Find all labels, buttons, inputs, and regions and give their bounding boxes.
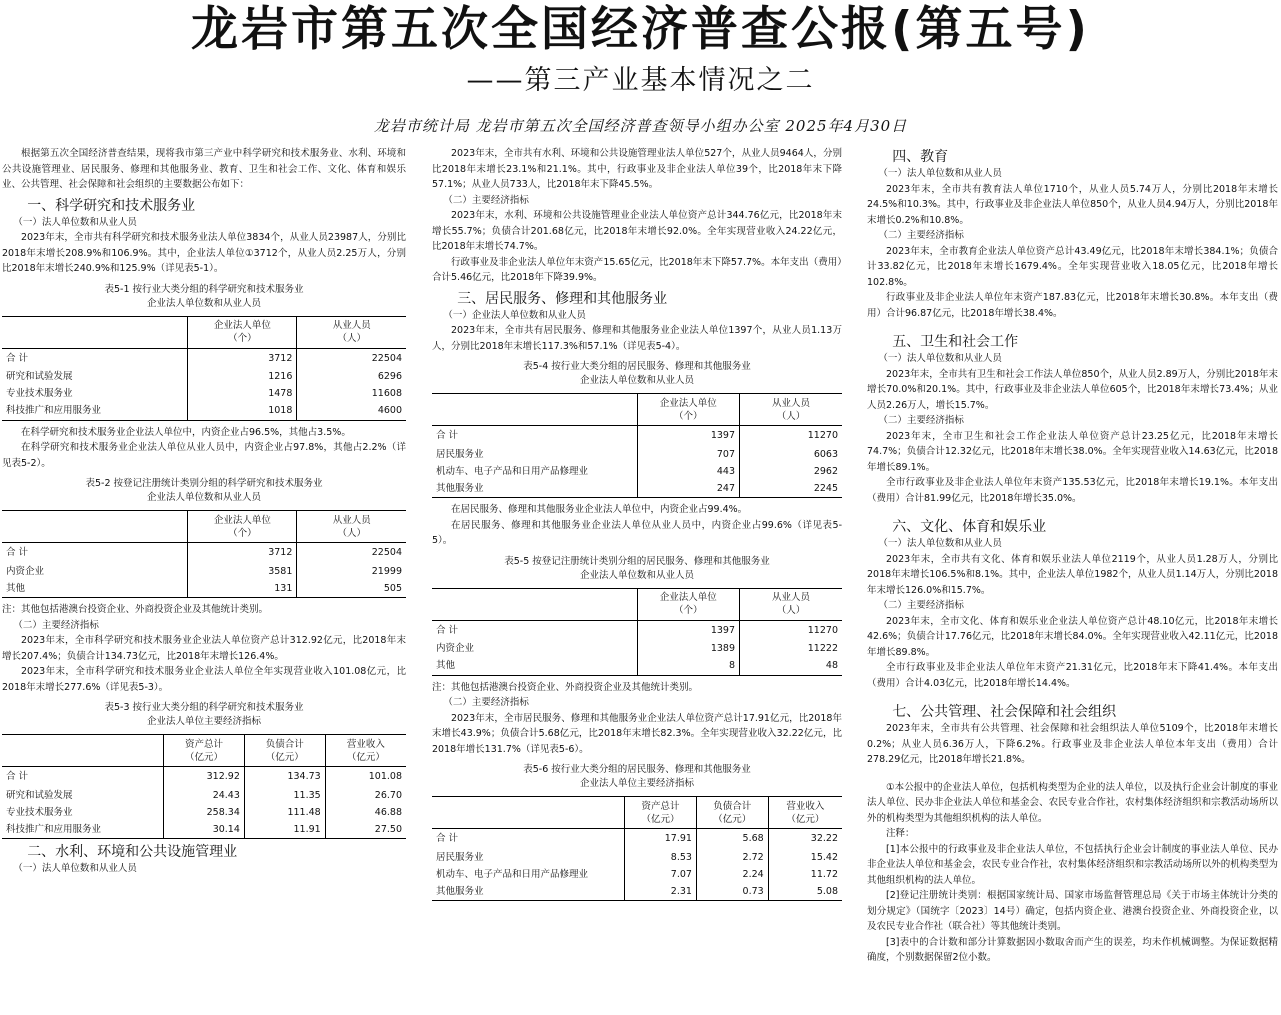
table-cell: 247	[637, 480, 740, 498]
table-row	[432, 620, 842, 641]
table-cell: 1478	[188, 386, 297, 403]
table-header-cell: 企业法人单位 （个）	[637, 588, 740, 620]
table-cell: 合 计	[6, 352, 29, 364]
table-cell: 其他	[6, 582, 26, 594]
table-5-5-caption: 表5-5 按登记注册统计类别分组的居民服务、修理和其他服务业 企业法人单位数和从业人员	[504, 555, 770, 581]
table-cell: 8.53	[625, 849, 697, 866]
table-5-5	[432, 588, 842, 676]
paragraph: 在居民服务、修理和其他服务业企业法人单位从业人员中，内资企业占99.6%（详见表5-5）。	[432, 519, 842, 546]
table-header-cell: 资产总计 （亿元）	[625, 797, 697, 829]
paragraph: 2023年末，水利、环境和公共设施管理业企业法人单位资产总计344.76亿元，比2018年末增长55.7%；负债合计201.68亿元，比2018年末增长92.0%。全年实现营业收入24.22亿元，比2018年末增长74.7%。	[432, 210, 842, 252]
table-cell: 48	[740, 658, 843, 676]
paragraph: 行政事业及非企业法人单位年末资产15.65亿元，比2018年末下降57.7%。本年支出（费用）合计5.46亿元，比2018年下降39.9%。	[432, 256, 842, 283]
table-header-cell: 营业收入 （亿元）	[325, 735, 406, 767]
table-cell: 2245	[740, 480, 843, 498]
table-cell: 15.42	[768, 849, 842, 866]
section-2-title: 二、水利、环境和公共设施管理业	[27, 844, 238, 860]
table-header-cell	[2, 511, 188, 543]
table-cell: 研究和试验发展	[6, 371, 73, 383]
table-cell: 11270	[740, 620, 843, 641]
table-cell: 其他	[436, 660, 456, 672]
paragraph: 2023年末，全市共有水利、环境和公共设施管理业法人单位527个，从业人员9464人，分别比2018年末增长23.1%和21.1%。其中，行政事业及非企业法人单位39个，比2018年末下降57.1%；从业人员733人，比2018年末下降45.5%。	[432, 148, 842, 190]
table-cell: 1389	[637, 641, 740, 658]
table-cell: 内资企业	[436, 643, 475, 655]
table-header-cell	[432, 797, 625, 829]
table-cell: 其他服务业	[436, 885, 484, 897]
paragraph: 全市行政事业及非企业法人单位年末资产21.31亿元，比2018年末下降41.4%。本年支出（费用）合计4.03亿元，比2018年增长14.4%。	[867, 662, 1278, 689]
table-header-cell: 从业人员 （人）	[740, 394, 843, 426]
section-3-title: 三、居民服务、修理和其他服务业	[457, 290, 668, 307]
paragraph: 2023年末，全市共有公共管理、社会保障和社会组织法人单位5109个，比2018年末增长0.2%；从业人员6.36万人，下降6.2%。行政事业及非企业法人单位本年支出（费用）合计278.29亿元，比2018年增长21.8%。	[867, 723, 1278, 765]
table-cell: 8	[637, 658, 740, 676]
paragraph: 2023年末，全市共有居民服务、修理和其他服务业企业法人单位1397个，从业人员1.13万人，分别比2018年末增长117.3%和57.1%（详见表5-4）。	[432, 325, 842, 352]
table-cell: 居民服务业	[436, 448, 484, 460]
subheading: （二）主要经济指标	[443, 697, 529, 708]
table-cell: 机动车、电子产品和日用产品修理业	[436, 868, 589, 880]
footnote-2: [1]本公报中的行政事业及非企业法人单位，不包括执行企业会计制度的事业法人单位、民办非企业法人单位和基金会，农民专业合作社，农村集体经济组织和宗教活动场所以外的机构类型为其他组织机构的法人单位。	[867, 843, 1278, 886]
table-header-cell	[432, 588, 637, 620]
paragraph: 2023年末，全市共有文化、体育和娱乐业法人单位2119个，从业人员1.28万人，分别比2018年末增长106.5%和8.1%。其中，企业法人单位1982个，从业人员1.14万人，分别比2018年末增长126.0%和15.7%。	[867, 553, 1278, 596]
table-cell: 合 计	[6, 771, 29, 783]
paragraph: 2023年末，全市共有卫生和社会工作法人单位850个，从业人员2.89万人，分别比2018年末增长70.0%和20.1%。其中，行政事业及非企业法人单位605个，比2018年末增长73.4%；从业人员2.26万人，增长15.7%。	[867, 368, 1278, 411]
table-note: 注：其他包括港澳台投资企业、外商投资企业及其他统计类别。	[2, 604, 269, 615]
table-cell: 6296	[297, 369, 406, 386]
table-cell: 1018	[188, 403, 297, 421]
table-cell: 312.92	[164, 767, 245, 788]
footnote-4: [3]表中的合计数和部分计算数据因小数取舍而产生的误差，均未作机械调整。为保证数据精确度，个别数据保留2位小数。	[867, 936, 1278, 963]
table-row	[432, 426, 842, 447]
table-5-1-caption: 表5-1 按行业大类分组的科学研究和技术服务业 企业法人单位数和从业人员	[104, 283, 304, 309]
table-row	[432, 866, 842, 883]
table-cell: 5.08	[768, 883, 842, 901]
table-cell: 合 计	[436, 624, 459, 636]
paragraph: 行政事业及非企业法人单位年末资产187.83亿元，比2018年末增长30.8%。本年支出（费用）合计96.87亿元，比2018年增长38.4%。	[867, 292, 1278, 319]
table-header-cell: 负债合计 （亿元）	[244, 735, 325, 767]
table-cell: 17.91	[625, 829, 697, 850]
intro-paragraph: 根据第五次全国经济普查结果，现将我市第三产业中科学研究和技术服务业、水利、环境和公共设施管理业、居民服务、修理和其他服务业、教育、卫生和社会工作、文化、体育和娱乐业、公共管理、社会保障和社会组织的主要数据公布如下：	[2, 148, 406, 190]
paragraph: 在科学研究和技术服务业企业法人单位中，内资企业占96.5%，其他占3.5%。	[21, 426, 351, 438]
table-cell: 11.91	[244, 821, 325, 839]
section-5-title: 五、卫生和社会工作	[892, 334, 1019, 350]
table-cell: 27.50	[325, 821, 406, 839]
table-5-6-caption: 表5-6 按行业大类分组的居民服务、修理和其他服务业 企业法人单位主要经济指标	[523, 764, 751, 789]
subheading: （二）主要经济指标	[878, 600, 964, 611]
table-5-1	[2, 316, 406, 421]
table-cell: 专业技术服务业	[6, 388, 73, 400]
subheading: （二）主要经济指标	[878, 230, 964, 241]
section-7-title: 七、公共管理、社会保障和社会组织	[892, 704, 1117, 720]
table-cell: 4600	[297, 403, 406, 421]
section-4-title: 四、教育	[892, 149, 949, 165]
subheading: （一）法人单位数和从业人员	[878, 353, 1002, 364]
table-cell: 2.72	[696, 849, 768, 866]
page-subtitle: ——第三产业基本情况之二	[466, 65, 815, 96]
table-cell: 0.73	[696, 883, 768, 901]
subheading: （一）企业法人单位数和从业人员	[443, 309, 586, 321]
subheading: （二）主要经济指标	[878, 415, 964, 426]
column-1	[2, 146, 406, 877]
table-cell: 1216	[188, 369, 297, 386]
paragraph: 2023年末，全市卫生和社会工作企业法人单位资产总计23.25亿元，比2018年末增长74.7%；负债合计12.32亿元，比2018年末增长38.0%。全年实现营业收入14.63亿元，比2018年增长89.1%。	[867, 430, 1278, 473]
table-cell: 机动车、电子产品和日用产品修理业	[436, 465, 589, 477]
table-cell: 科技推广和应用服务业	[6, 405, 102, 417]
table-cell: 专业技术服务业	[6, 806, 73, 818]
paragraph: 2023年末，全市教育企业法人单位资产总计43.49亿元，比2018年末增长384.1%；负债合计33.82亿元，比2018年末增长1679.4%。全年实现营业收入18.05亿元，比2018年增长102.8%。	[867, 245, 1278, 288]
table-cell: 1397	[637, 426, 740, 447]
table-cell: 5.68	[696, 829, 768, 850]
table-header-cell: 从业人员 （人）	[297, 316, 406, 348]
table-cell: 258.34	[164, 804, 245, 821]
table-cell: 24.43	[164, 787, 245, 804]
table-cell: 134.73	[244, 767, 325, 788]
table-cell: 合 计	[436, 430, 459, 442]
table-5-2-caption: 表5-2 按登记注册统计类别分组的科学研究和技术服务业 企业法人单位数和从业人员	[85, 478, 323, 503]
table-cell: 11.35	[244, 787, 325, 804]
paragraph: 全市行政事业及非企业法人单位年末资产135.53亿元，比2018年末增长19.1%。本年支出（费用）合计81.99亿元，比2018年增长35.0%。	[867, 477, 1278, 504]
table-cell: 22504	[297, 348, 406, 369]
table-row	[432, 829, 842, 850]
table-cell: 其他服务业	[436, 482, 484, 494]
table-cell: 1397	[637, 620, 740, 641]
table-cell: 101.08	[325, 767, 406, 788]
table-header-cell: 营业收入 （亿元）	[768, 797, 842, 829]
subheading: （一）法人单位数和从业人员	[13, 863, 137, 874]
paragraph: 2023年末，全市文化、体育和娱乐业企业法人单位资产总计48.10亿元，比2018年末增长42.6%；负债合计17.76亿元，比2018年末增长84.0%。全年实现营业收入42.11亿元，比2018年增长89.8%。	[867, 615, 1278, 658]
table-header-cell: 资产总计 （亿元）	[164, 735, 245, 767]
table-cell: 26.70	[325, 787, 406, 804]
paragraph: 在科学研究和技术服务业企业法人单位从业人员中，内资企业占97.8%，其他占2.2%（详见表5-2）。	[2, 442, 406, 469]
table-row	[2, 580, 406, 598]
subheading: （一）法人单位数和从业人员	[878, 538, 1002, 549]
table-cell: 111.48	[244, 804, 325, 821]
subheading: （二）主要经济指标	[443, 194, 529, 206]
subheading: （一）法人单位数和从业人员	[878, 168, 1002, 179]
table-cell: 居民服务业	[436, 851, 484, 863]
table-cell: 2.31	[625, 883, 697, 901]
table-row	[432, 463, 842, 480]
table-cell: 11608	[297, 386, 406, 403]
table-cell: 2.24	[696, 866, 768, 883]
section-1-title: 一、科学研究和技术服务业	[27, 197, 196, 214]
table-row	[432, 480, 842, 498]
paragraph: 在居民服务、修理和其他服务业企业法人单位中，内资企业占99.4%。	[451, 504, 748, 515]
table-cell: 11270	[740, 426, 843, 447]
subheading: （一）法人单位数和从业人员	[13, 216, 137, 228]
table-cell: 合 计	[436, 833, 459, 845]
table-header-cell: 从业人员 （人）	[740, 588, 843, 620]
column-3	[867, 146, 1278, 966]
table-cell: 32.22	[768, 829, 842, 850]
table-5-3-caption: 表5-3 按行业大类分组的科学研究和技术服务业 企业法人单位主要经济指标	[104, 702, 304, 727]
table-cell: 2962	[740, 463, 843, 480]
table-row	[2, 563, 406, 580]
table-row	[2, 386, 406, 403]
notes-heading: 注释：	[886, 828, 915, 839]
table-cell: 7.07	[625, 866, 697, 883]
table-row	[432, 446, 842, 463]
table-header-cell: 负债合计 （亿元）	[696, 797, 768, 829]
table-cell: 11.72	[768, 866, 842, 883]
table-cell: 443	[637, 463, 740, 480]
table-5-2	[2, 510, 406, 598]
table-cell: 科技推广和应用服务业	[6, 823, 102, 835]
table-cell: 46.88	[325, 804, 406, 821]
table-header-cell: 企业法人单位 （个）	[188, 511, 297, 543]
table-note: 注：其他包括港澳台投资企业、外商投资企业及其他统计类别。	[432, 681, 699, 693]
table-cell: 3712	[188, 348, 297, 369]
table-row	[432, 641, 842, 658]
table-row	[2, 804, 406, 821]
table-header-cell: 从业人员 （人）	[297, 511, 406, 543]
table-cell: 3581	[188, 563, 297, 580]
table-5-4-caption: 表5-4 按行业大类分组的居民服务、修理和其他服务业 企业法人单位数和从业人员	[523, 361, 751, 386]
table-row	[2, 787, 406, 804]
table-cell: 6063	[740, 446, 843, 463]
table-header-cell	[432, 394, 637, 426]
table-header-cell	[2, 735, 164, 767]
table-row	[2, 348, 406, 369]
table-cell: 707	[637, 446, 740, 463]
paragraph: 2023年末，全市共有教育法人单位1710个，从业人员5.74万人，分别比2018年末增长24.5%和10.3%。其中，行政事业及非企业法人单位850个，从业人员4.94万人，分别比2018年末增长0.2%和10.8%。	[867, 183, 1278, 226]
table-cell: 11222	[740, 641, 843, 658]
paragraph: 2023年末，全市科学研究和技术服务业企业法人单位全年实现营业收入101.08亿元，比2018年末增长277.6%（详见表5-3）。	[2, 666, 406, 693]
page-title: 龙岩市第五次全国经济普查公报(第五号)	[191, 2, 1090, 57]
paragraph: 2023年末，全市共有科学研究和技术服务业法人单位3834个，从业人员23987人，分别比2018年末增长208.9%和106.9%。其中，企业法人单位①3712个，从业人员2.25万人，分别比2018年末增长240.9%和125.9%（详见表5-1）。	[2, 232, 406, 274]
table-row	[2, 403, 406, 421]
table-row	[2, 821, 406, 839]
table-header-cell	[2, 316, 188, 348]
table-row	[432, 658, 842, 676]
byline: 龙岩市统计局 龙岩市第五次全国经济普查领导小组办公室 2025年4月30日	[373, 117, 908, 135]
table-row	[432, 849, 842, 866]
table-cell: 22504	[297, 543, 406, 564]
footnote-1: ①本公报中的企业法人单位，包括机构类型为企业的法人单位，以及执行企业会计制度的事业法人单位、民办非企业法人单位和基金会、农民专业合作社，农村集体经济组织和宗教活动场所以外的机构类型为其他组织机构的法人单位。	[867, 781, 1278, 824]
table-row	[2, 369, 406, 386]
table-row	[2, 543, 406, 564]
section-6-title: 六、文化、体育和娱乐业	[892, 519, 1047, 535]
table-cell: 合 计	[6, 547, 29, 559]
paragraph: 2023年末，全市科学研究和技术服务业企业法人单位资产总计312.92亿元，比2018年末增长207.4%；负债合计134.73亿元，比2018年末增长126.4%。	[2, 635, 406, 662]
table-row	[2, 767, 406, 788]
subheading: （二）主要经济指标	[13, 619, 99, 631]
table-cell: 21999	[297, 563, 406, 580]
table-cell: 研究和试验发展	[6, 789, 73, 801]
table-cell: 505	[297, 580, 406, 598]
table-header-cell: 企业法人单位 （个）	[188, 316, 297, 348]
table-cell: 30.14	[164, 821, 245, 839]
table-cell: 131	[188, 580, 297, 598]
table-cell: 内资企业	[6, 565, 45, 577]
table-5-6	[432, 796, 842, 901]
table-5-3	[2, 734, 406, 839]
table-5-4	[432, 393, 842, 498]
paragraph: 2023年末，全市居民服务、修理和其他服务业企业法人单位资产总计17.91亿元，比2018年末增长43.9%；负债合计5.68亿元，比2018年末增长82.3%。全年实现营业收入32.22亿元，比2018年增长131.7%（详见表5-6）。	[432, 712, 842, 755]
table-cell: 3712	[188, 543, 297, 564]
table-row	[432, 883, 842, 901]
table-header-cell: 企业法人单位 （个）	[637, 394, 740, 426]
column-2	[432, 146, 842, 905]
footnote-3: [2]登记注册统计类别：根据国家统计局、国家市场监督管理总局《关于市场主体统计分类的划分规定》（国统字〔2023〕14号）确定，包括内资企业、港澳台投资企业、外商投资企业，以及农民专业合作社（联合社）等其他统计类别。	[867, 890, 1278, 932]
